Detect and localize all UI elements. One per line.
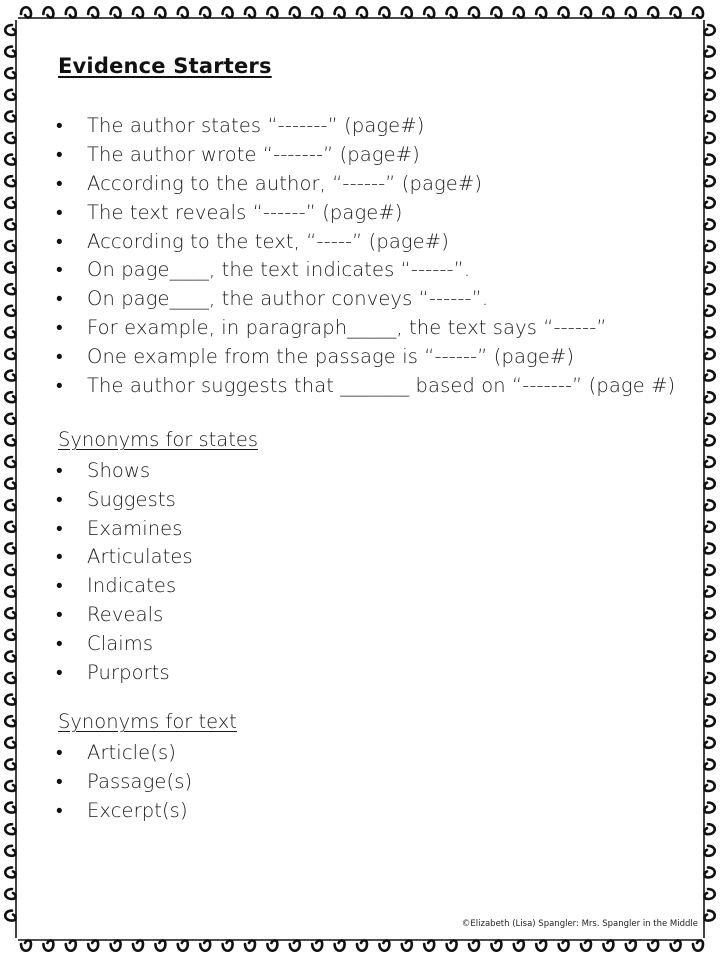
- list-item: • On page____, the text indicates “------”.: [56, 256, 675, 285]
- list-item: • Purports: [56, 659, 193, 688]
- evidence-starters-list: [56, 112, 675, 401]
- copyright-footer: ©Elizabeth (Lisa) Spangler: Mrs. Spangler in the Middle: [461, 919, 698, 929]
- list-item: • The author wrote “-------” (page#): [56, 141, 675, 170]
- list-item: • Suggests: [56, 486, 193, 515]
- list-item: • For example, in paragraph_____, the text says “------”: [56, 314, 675, 343]
- list-item: • The author states “-------” (page#): [56, 112, 675, 141]
- list-item: • According to the author, “------” (page#): [56, 170, 675, 199]
- list-item: • According to the text, “-----” (page#): [56, 228, 675, 257]
- states-synonyms-list: [56, 457, 193, 687]
- text-synonyms-heading: Synonyms for text: [58, 710, 237, 733]
- list-item: • Reveals: [56, 601, 193, 630]
- list-item: • Articulates: [56, 543, 193, 572]
- page-title: Evidence Starters: [58, 54, 272, 78]
- list-item: • Passage(s): [56, 768, 192, 797]
- list-item: • Article(s): [56, 739, 192, 768]
- states-synonyms-heading: Synonyms for states: [58, 428, 259, 451]
- list-item: • Indicates: [56, 572, 193, 601]
- list-item: • Shows: [56, 457, 193, 486]
- list-item: • On page____, the author conveys “------”.: [56, 285, 675, 314]
- text-synonyms-list: [56, 739, 192, 825]
- list-item: • The author suggests that _______ based on “-------” (page #): [56, 372, 675, 401]
- list-item: • The text reveals “------” (page#): [56, 199, 675, 228]
- list-item: • Examines: [56, 515, 193, 544]
- list-item: • Excerpt(s): [56, 797, 192, 826]
- list-item: • Claims: [56, 630, 193, 659]
- list-item: • One example from the passage is “------” (page#): [56, 343, 675, 372]
